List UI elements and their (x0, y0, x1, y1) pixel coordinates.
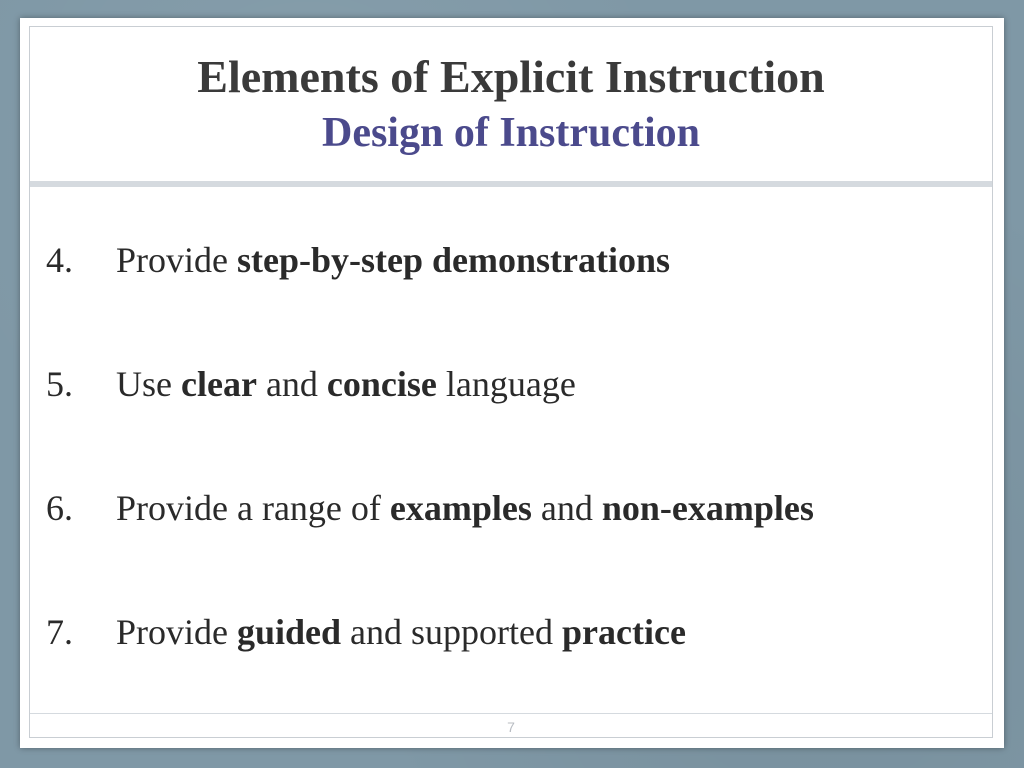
text-run: and (531, 488, 602, 528)
list-item (46, 359, 976, 483)
footer-divider (30, 713, 992, 714)
list-item-text (116, 359, 576, 409)
list-item (46, 235, 976, 359)
bold-text-run: non-examples (601, 488, 814, 528)
text-run: and supported (341, 612, 563, 652)
text-run: language (436, 364, 576, 404)
bold-text-run: examples (389, 488, 532, 528)
page-number: 7 (507, 719, 515, 735)
slide-title: Elements of Explicit Instruction (197, 51, 825, 102)
bold-text-run: guided (237, 612, 342, 652)
list-item-number: 7. (46, 612, 73, 652)
bullet-list (46, 235, 976, 731)
text-run: Provide a range of (116, 488, 390, 528)
list-item-text (116, 235, 670, 285)
bold-text-run: step-by-step demonstrations (237, 240, 671, 280)
list-item (46, 483, 976, 607)
bold-text-run: clear (181, 364, 257, 404)
text-run: and (256, 364, 327, 404)
text-run: Provide (116, 240, 237, 280)
bold-text-run: concise (326, 364, 437, 404)
title-divider (30, 181, 992, 187)
title-area (30, 27, 992, 181)
list-item-text (116, 483, 814, 533)
list-item-number: 4. (46, 240, 73, 280)
slide-subtitle: Design of Instruction (321, 110, 701, 156)
bold-text-run: practice (562, 612, 686, 652)
slide (20, 18, 1004, 748)
slide-frame (29, 26, 993, 738)
text-run: Use (116, 364, 181, 404)
list-item-number: 6. (46, 488, 73, 528)
list-item-number: 5. (46, 364, 73, 404)
text-run: Provide (116, 612, 237, 652)
list-item-text (116, 607, 686, 657)
